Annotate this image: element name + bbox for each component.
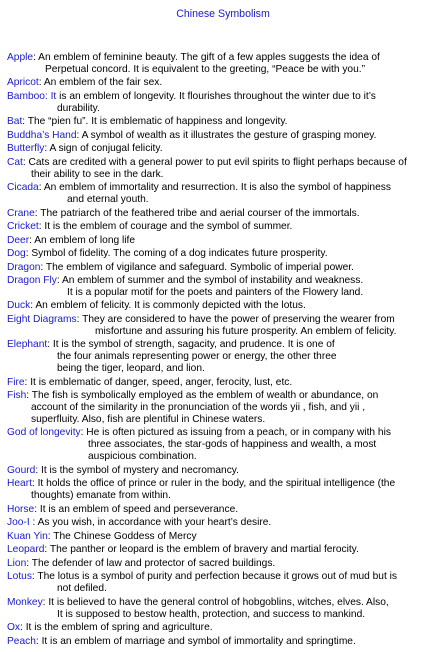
symbol-entry: [7, 157, 443, 181]
entry-term: Deer: [7, 234, 30, 246]
entry-definition: Symbol of fidelity. The coming of a dog indicates future prosperity.: [31, 248, 328, 260]
entry-definition: An emblem of immortality and resurrection. It is also the symbol of happiness: [43, 182, 391, 194]
symbol-entry: [7, 622, 443, 634]
entry-definition: He is often pictured as issuing from a peach, or in company with his: [86, 427, 391, 439]
entry-term: Duck: [7, 300, 31, 312]
entry-definition: is an emblem of longevity. It flourishes throughout the winter due to it’s: [59, 90, 376, 102]
entry-first-line: [7, 235, 443, 247]
entry-first-line: [7, 182, 443, 194]
entry-continuation-line: three associates, the star-gods of happiness and wealth, a most: [88, 439, 377, 451]
entry-term: Cricket: [7, 221, 39, 233]
symbol-entry: [7, 91, 443, 115]
symbol-entry: [7, 248, 443, 260]
entry-definition: It is the emblem of courage and the symbol of summer.: [44, 221, 293, 233]
entry-first-line: [7, 597, 443, 609]
entry-first-line: [7, 300, 443, 312]
entry-definition: It is the symbol of mystery and necromancy.: [41, 464, 239, 476]
entry-definition: The panther or leopard is the emblem of bravery and martial ferocity.: [49, 544, 359, 556]
entry-separator: :: [31, 478, 38, 490]
entry-term: Lotus: [7, 571, 32, 583]
entry-definition: A symbol of wealth as it illustrates the gesture of grasping money.: [81, 129, 377, 141]
entry-term: Horse: [7, 503, 35, 515]
entry-separator: :: [22, 156, 29, 168]
entry-first-line: [7, 275, 443, 287]
entry-separator: :: [56, 275, 62, 287]
entry-first-line: [7, 558, 443, 570]
entry-definition: It is the emblem of spring and agriculture.: [25, 622, 213, 633]
entry-term: Eight Diagrams: [7, 313, 77, 325]
entry-term: Fish: [7, 390, 27, 402]
entry-separator: :: [38, 221, 45, 233]
entry-continuation-line: Perpetual concord. It is equivalent to the greeting, “Peace be with you.”: [45, 63, 365, 75]
symbol-entry: [7, 597, 443, 621]
entry-definition: They are considered to have the power of preserving the wearer from: [82, 313, 395, 325]
entry-definition: An emblem of felicity. It is commonly depicted with the lotus.: [35, 300, 306, 312]
entry-term: Dragon Fly: [7, 275, 57, 287]
symbol-entry: [7, 130, 443, 142]
entry-separator: :: [34, 503, 40, 515]
entry-term: Monkey: [7, 596, 43, 608]
entry-continuation-line: account of the similarity in the pronunciation of the words yii , fish, and yii ,: [31, 402, 366, 414]
entry-term: Joo-I: [7, 517, 30, 529]
entry-separator: :: [26, 390, 32, 402]
symbol-entry: [7, 427, 443, 463]
entry-definition: The Chinese Goddess of Mercy: [53, 530, 197, 542]
entry-term: Heart: [7, 478, 32, 490]
entry-first-line: [7, 517, 443, 529]
entry-continuation-line: and eternal youth.: [67, 194, 149, 206]
symbol-list: [7, 52, 443, 648]
entry-continuation-line: superfluity. Also, fish are plentiful in Chinese waters.: [31, 413, 266, 425]
entry-first-line: [7, 377, 443, 389]
entry-separator: :: [47, 530, 54, 542]
entry-definition: It is emblematic of danger, speed, anger, ferocity, lust, etc.: [30, 376, 293, 388]
entry-definition: A sign of conjugal felicity.: [49, 143, 163, 155]
entry-term: Leopard: [7, 544, 45, 556]
entry-separator: :: [40, 261, 46, 273]
symbol-entry: [7, 182, 443, 206]
entry-term: Crane: [7, 207, 35, 219]
entry-separator: :: [47, 339, 53, 351]
symbol-entry: [7, 504, 443, 516]
entry-term: Dragon: [7, 261, 41, 273]
symbol-entry: [7, 390, 443, 426]
entry-definition: It holds the office of prince or ruler in the body, and the spiritual intelligence (the: [37, 478, 396, 490]
entry-continuation-line: the four animals representing power or energy, the other three: [57, 351, 337, 363]
symbol-entry: [7, 221, 443, 233]
symbol-entry: [7, 208, 443, 220]
page-title: Chinese Symbolism: [176, 8, 270, 20]
entry-term: Cat: [7, 156, 23, 168]
entry-first-line: [7, 221, 443, 233]
symbol-entry: [7, 531, 443, 543]
symbol-entry: [7, 116, 443, 128]
entry-definition: An emblem of long life: [34, 234, 135, 246]
entry-separator: :: [42, 596, 49, 608]
entry-definition: The defender of law and protector of sacred buildings.: [31, 557, 276, 569]
entry-definition: The fish is symbolically employed as the emblem of wealth or abundance, on: [31, 390, 379, 402]
entry-first-line: [7, 465, 443, 477]
entry-first-line: [7, 636, 443, 648]
entry-definition: Cats are credited with a general power to put evil spirits to flight perhaps because of: [28, 156, 407, 168]
entry-first-line: [7, 208, 443, 220]
entry-continuation-line: their ability to see in the dark.: [31, 168, 164, 180]
entry-first-line: [7, 571, 443, 583]
entry-definition: An emblem of summer and the symbol of instability and weakness.: [61, 275, 364, 287]
symbol-entry: [7, 636, 443, 648]
entry-separator: :: [35, 464, 41, 476]
entry-term: God of longevity: [7, 427, 81, 439]
entry-term: Bamboo: It: [7, 90, 57, 102]
entry-separator: :: [33, 51, 39, 63]
entry-term: Peach: [7, 635, 36, 647]
symbol-entry: [7, 544, 443, 556]
entry-separator: :: [44, 143, 50, 155]
entry-term: Dog: [7, 248, 26, 260]
symbol-entry: [7, 377, 443, 389]
entry-separator: :: [80, 427, 87, 439]
entry-separator: :: [38, 182, 44, 194]
entry-separator: :: [20, 622, 26, 633]
entry-term: Apple: [7, 51, 34, 63]
entry-definition: It is an emblem of speed and perseverance.: [39, 503, 239, 515]
entry-continuation-line: thoughts) emanate from within.: [31, 490, 171, 502]
symbol-entry: [7, 339, 443, 375]
entry-definition: The lotus is a symbol of purity and perfection because it grows out of mud but is: [37, 571, 397, 583]
entry-continuation-line: auspicious combination.: [88, 451, 197, 463]
symbol-entry: [7, 275, 443, 299]
symbol-entry: [7, 52, 443, 76]
entry-separator: :: [31, 571, 38, 583]
entry-separator: :: [26, 557, 32, 569]
entry-first-line: [7, 427, 443, 439]
symbol-entry: [7, 478, 443, 502]
entry-continuation-line: being the tiger, leopard, and lion.: [57, 363, 205, 375]
symbol-entry: [7, 77, 443, 89]
entry-first-line: [7, 531, 443, 543]
entry-separator: :: [25, 248, 32, 260]
symbol-entry: [7, 235, 443, 247]
entry-term: Butterfly: [7, 143, 45, 155]
entry-separator: :: [30, 300, 36, 312]
entry-first-line: [7, 544, 443, 556]
entry-first-line: [7, 116, 443, 128]
entry-definition: As you wish, in accordance with your heart’s desire.: [37, 517, 272, 529]
entry-term: Ox: [7, 622, 21, 633]
symbol-entry: [7, 143, 443, 155]
entry-definition: An emblem of feminine beauty. The gift of a few apples suggests the idea of: [38, 51, 380, 63]
entry-separator: :: [76, 313, 83, 325]
entry-first-line: [7, 390, 443, 402]
entry-term: Bat: [7, 116, 23, 128]
entry-separator: :: [35, 635, 42, 647]
entry-first-line: [7, 262, 443, 274]
symbol-entry: [7, 300, 443, 312]
entry-term: Kuan Yin: [7, 530, 48, 542]
entry-term: Lion: [7, 557, 27, 569]
entry-first-line: [7, 339, 443, 351]
entry-continuation-line: It is a popular motif for the poets and painters of the Flowery land.: [67, 286, 364, 298]
entry-separator: :: [38, 77, 44, 89]
entry-separator: :: [34, 207, 41, 219]
entry-separator: :: [44, 544, 50, 556]
entry-first-line: [7, 52, 443, 64]
entry-first-line: [7, 622, 443, 634]
entry-continuation-line: misfortune and assuring his future prosperity. An emblem of felicity.: [95, 325, 397, 337]
entry-separator: :: [24, 376, 31, 388]
entry-first-line: [7, 77, 443, 89]
entry-term: Apricot: [7, 77, 39, 89]
entry-definition: The patriarch of the feathered tribe and aerial courser of the immortals.: [40, 207, 360, 219]
entry-first-line: [7, 143, 443, 155]
entry-definition: An emblem of the fair sex.: [43, 77, 163, 89]
entry-first-line: [7, 130, 443, 142]
symbol-entry: [7, 465, 443, 477]
symbol-entry: [7, 262, 443, 274]
entry-term: Gourd: [7, 464, 36, 476]
entry-definition: The “pien fu”. It is emblematic of happiness and longevity.: [27, 116, 288, 128]
entry-first-line: [7, 504, 443, 516]
entry-term: Fire: [7, 376, 25, 388]
entry-separator: :: [29, 234, 35, 246]
entry-definition: It is believed to have the general control of hobgoblins, witches, elves. Also,: [48, 596, 389, 608]
entry-definition: It is an emblem of marriage and symbol of immortality and springtime.: [41, 635, 356, 647]
entry-term: Buddha’s Hand: [7, 129, 77, 141]
entry-first-line: [7, 91, 443, 103]
symbol-entry: [7, 517, 443, 529]
entry-definition: It is the symbol of strength, sagacity, and prudence. It is one of: [52, 339, 335, 351]
entry-continuation-line: It is supposed to bestow health, protection, and success to mankind.: [57, 608, 366, 620]
entry-first-line: [7, 478, 443, 490]
entry-first-line: [7, 314, 443, 326]
symbol-entry: [7, 314, 443, 338]
entry-separator: :: [76, 129, 82, 141]
entry-continuation-line: not defiled.: [57, 583, 107, 595]
entry-separator: :: [22, 116, 28, 128]
entry-separator: :: [29, 517, 38, 529]
entry-term: Cicada: [7, 182, 39, 194]
entry-definition: The emblem of vigilance and safeguard. Symbolic of imperial power.: [45, 261, 354, 273]
symbol-entry: [7, 571, 443, 595]
entry-continuation-line: durability.: [57, 102, 100, 114]
entry-term: Elephant: [7, 339, 48, 351]
entry-first-line: [7, 248, 443, 260]
symbol-entry: [7, 558, 443, 570]
entry-first-line: [7, 157, 443, 169]
